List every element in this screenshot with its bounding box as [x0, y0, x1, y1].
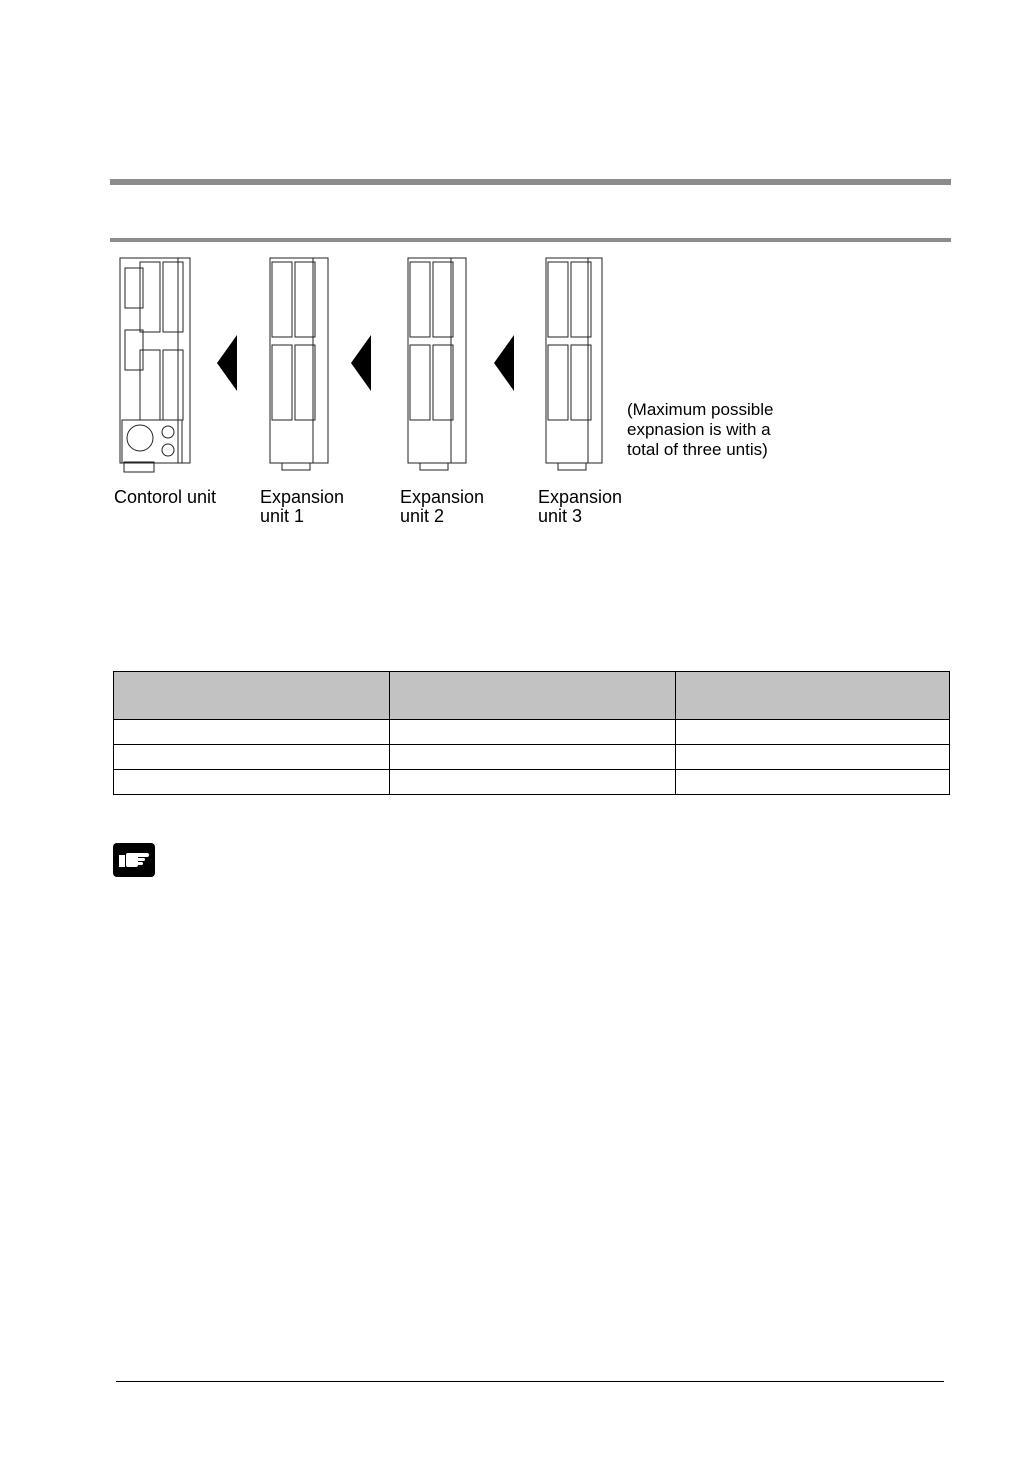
connect-arrow-2: [351, 335, 371, 391]
expansion-unit-2-drawing: [408, 258, 466, 470]
connect-arrow-3: [494, 335, 514, 391]
footer-rule: [116, 1381, 944, 1382]
table-row: [114, 745, 950, 770]
table-header-cell: [390, 672, 676, 720]
spec-table: [113, 671, 950, 795]
expansion-unit-2-label: Expansion unit 2: [400, 487, 485, 526]
table-row: [114, 770, 950, 795]
table-header-cell: [676, 672, 950, 720]
table-cell: [676, 745, 950, 770]
table-cell: [114, 745, 390, 770]
table-cell: [390, 770, 676, 795]
top-rule: [110, 179, 951, 185]
expansion-unit-3-drawing: [546, 258, 602, 470]
table-cell: [390, 745, 676, 770]
section-rule: [110, 238, 951, 242]
table-header-row: [114, 672, 950, 720]
max-expansion-note: (Maximum possible expnasion is with a total of three untis): [627, 400, 774, 459]
table-cell: [114, 770, 390, 795]
table-header-cell: [114, 672, 390, 720]
expansion-unit-3-label: Expansion unit 3: [538, 487, 623, 526]
expansion-unit-1-label: Expansion unit 1: [260, 487, 345, 526]
connect-arrow-1: [217, 335, 237, 391]
table-cell: [676, 770, 950, 795]
control-unit-drawing: [120, 258, 190, 472]
control-unit-label: Contorol unit: [114, 487, 217, 507]
expansion-unit-1-drawing: [270, 258, 328, 470]
table-row: [114, 720, 950, 745]
table-cell: [390, 720, 676, 745]
pointing-hand-icon: [113, 843, 155, 877]
table-cell: [676, 720, 950, 745]
table-cell: [114, 720, 390, 745]
